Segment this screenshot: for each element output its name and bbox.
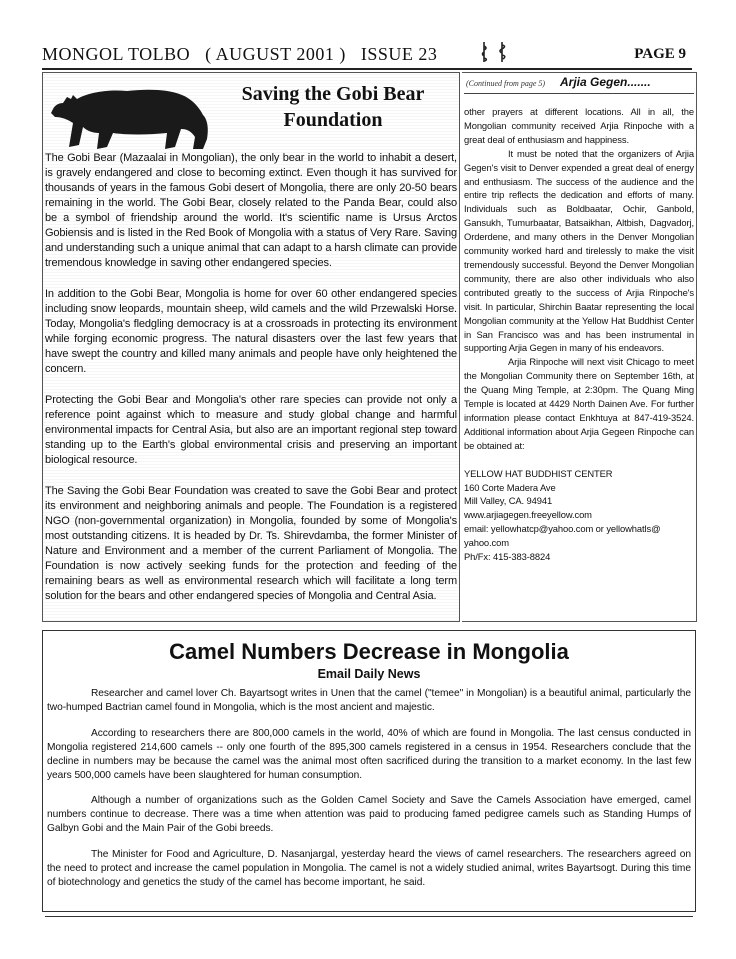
gobi-bear-article xyxy=(42,72,460,622)
camel-article xyxy=(42,630,696,912)
continuation-header xyxy=(464,75,694,94)
city: Mill Valley, CA. 94941 xyxy=(464,495,553,507)
paragraph: Arjia Rinpoche will next visit Chicago to meet the Mongolian Community there on September 16th, at the Quang Ming Temple, at 2:30pm. The Quang Ming Temple is located at 4429 North Dainen Ave. For further information please contact Enkhtuya at 847-419-3524. Additional information about Arjia Gegeen Rinpoche can be obtained at: xyxy=(464,356,694,451)
phone: Ph/Fx: 415-383-8824 xyxy=(464,551,551,563)
page-number: PAGE 9 xyxy=(634,46,686,62)
paragraph: Although a number of organizations such as the Golden Camel Society and Save the Camels Association have emerged, camel numbers continue to decrease. There was a time when attention was paid to producing famed pedigree camels such as Standing Humps of Galbyn Gobi and the Main Pair of the Gobi breeds. xyxy=(47,795,691,835)
paragraph: Protecting the Gobi Bear and Mongolia's other rare species can provide not only a reference point against which to measure and study global change and harmful environmental impacts for Central Asia, but also are an important regional step toward standing up to the Earth's global environmental crisis and preserving an important biological resource. xyxy=(45,394,457,466)
article-title: Camel Numbers Decrease in Mongolia xyxy=(169,639,569,664)
article-source: Email Daily News xyxy=(317,667,421,681)
email-link[interactable]: email: yellowhatcp@yahoo.com or yellowhatls@ xyxy=(464,523,661,535)
paragraph: The Minister for Food and Agriculture, D. Nasanjargal, yesterday heard the views of camel researchers. The researchers agreed on the need to protect and increase the camel population in Mongolia. The camel is not a widely studied animal, writes Bayartsogt. During this time of biotechnology and genetics the study of the camel has become important, he said. xyxy=(47,849,691,888)
arjia-gegen-article xyxy=(462,72,697,622)
paragraph: In addition to the Gobi Bear, Mongolia is home for over 60 other endangered species including snow leopards, mountain sheep, wild camels and the wild Przewalski Horse. Today, Mongolia's fledgling democracy is at a crossroads in protecting its environment while forging economic progress. The natural disasters over the last few years that have swept the country and killed many animals and people have only heightened the concern. xyxy=(45,288,457,375)
paragraph: The Gobi Bear (Mazaalai in Mongolian), the only bear in the world to inhabit a desert, is gravely endangered and close to becoming extinct. Even though it has survived for thousands of years in the famous Gobi desert of Mongolia, there are only 20-50 bears remaining in the world. The Gobi Bear, closely related to the Panda Bear, could also be a symbol of friendship around the world. It's scientific name is Ursus Arctos Gobiensis and is listed in the Red Book of Mongolia with a status of Very Rare. Saving and understanding such a unique animal that can adapt to a harsh climate can provide tremendous knowledge in saving other endangered species. xyxy=(45,152,457,269)
street: 160 Corte Madera Ave xyxy=(464,481,556,493)
paragraph: It must be noted that the organizers of Arjia Gegen's visit to Denver expended a great deal of energy and enthusiasm. The success of the audience and the entire trip reflects the dedication and efforts of many. Individuals such as Boldbaatar, Ochir, Ganbold, Gansukh, Tumurbaatar, Batsaikhan, Altbish, Dagvadorj, Orderdene, and many others in the Denver Mongolian community worked hard and tirelessly to make the visit tremendously successful. Beyond the Denver Mongolian community, there are also other individuals who also contributed greatly to the success of Arjia Rinpoche's visit. In particular, Shirchin Baatar representing the local Mongolian community at the Yellow Hat Buddhist Center in San Francisco was and has been instrumental in supporting Arjia Gegen in many of his endeavors. xyxy=(464,147,694,354)
website-link[interactable]: www.arjiagegen.freeyellow.com xyxy=(464,509,592,521)
paragraph: According to researchers there are 800,000 camels in the world, 40% of which are found in Mongolia. The last census conducted in Mongolia registered 214,600 camels -- only one fourth of the 895,300 camels registered in a census in 1954. Researchers conclude that the decline in numbers may be because the camel was the animal most often sacrificed during the transition to a market economy. In the last few years 500,000 camels have been slaughtered for human consumption. xyxy=(47,727,691,781)
mongolian-script-logo xyxy=(478,40,518,64)
paragraph: other prayers at different locations. All in all, the Mongolian community received Arjia Rinpoche with a great deal of enthusiasm and happiness. xyxy=(464,106,694,145)
article-title: Arjia Gegen....... xyxy=(560,75,651,89)
center-name: YELLOW HAT BUDDHIST CENTER xyxy=(464,467,613,479)
bear-silhouette-icon xyxy=(47,79,217,151)
article-title: Saving the Gobi Bear Foundation xyxy=(241,83,425,131)
contact-address xyxy=(464,467,694,564)
page-header xyxy=(42,40,692,70)
paragraph: Researcher and camel lover Ch. Bayartsogt writes in Unen that the camel ("temee" in Mongolian) is a beautiful animal, particularly the two-humped Bactrian camel found in Mongolia, which is the most ancient and majestic. xyxy=(47,688,691,713)
article-body xyxy=(47,687,691,902)
article-body xyxy=(45,151,457,620)
continued-note: (Continued from page 5) xyxy=(466,79,546,88)
email-continued: yahoo.com xyxy=(464,537,509,549)
paragraph: The Saving the Gobi Bear Foundation was created to save the Gobi Bear and protect its environment and neighboring animals and people. The Foundation is a registered NGO (non-governmental organization) in Mongolia, founded by some of Mongolia's most outstanding citizens. It is headed by Dr. Ts. Shirevdamba, the former Minister of Nature and Environment and a member of the current Parliament of Mongolia. The Foundation is now actively seeking funds for the protection and feeding of the remaining bears as well as environmental research which will facilitate a long term solution for the bears and other endangered species of Mongolia and Central Asia. xyxy=(45,485,457,602)
masthead: MONGOL TOLBO ( AUGUST 2001 ) ISSUE 23 xyxy=(42,44,438,64)
article-body xyxy=(464,105,694,564)
